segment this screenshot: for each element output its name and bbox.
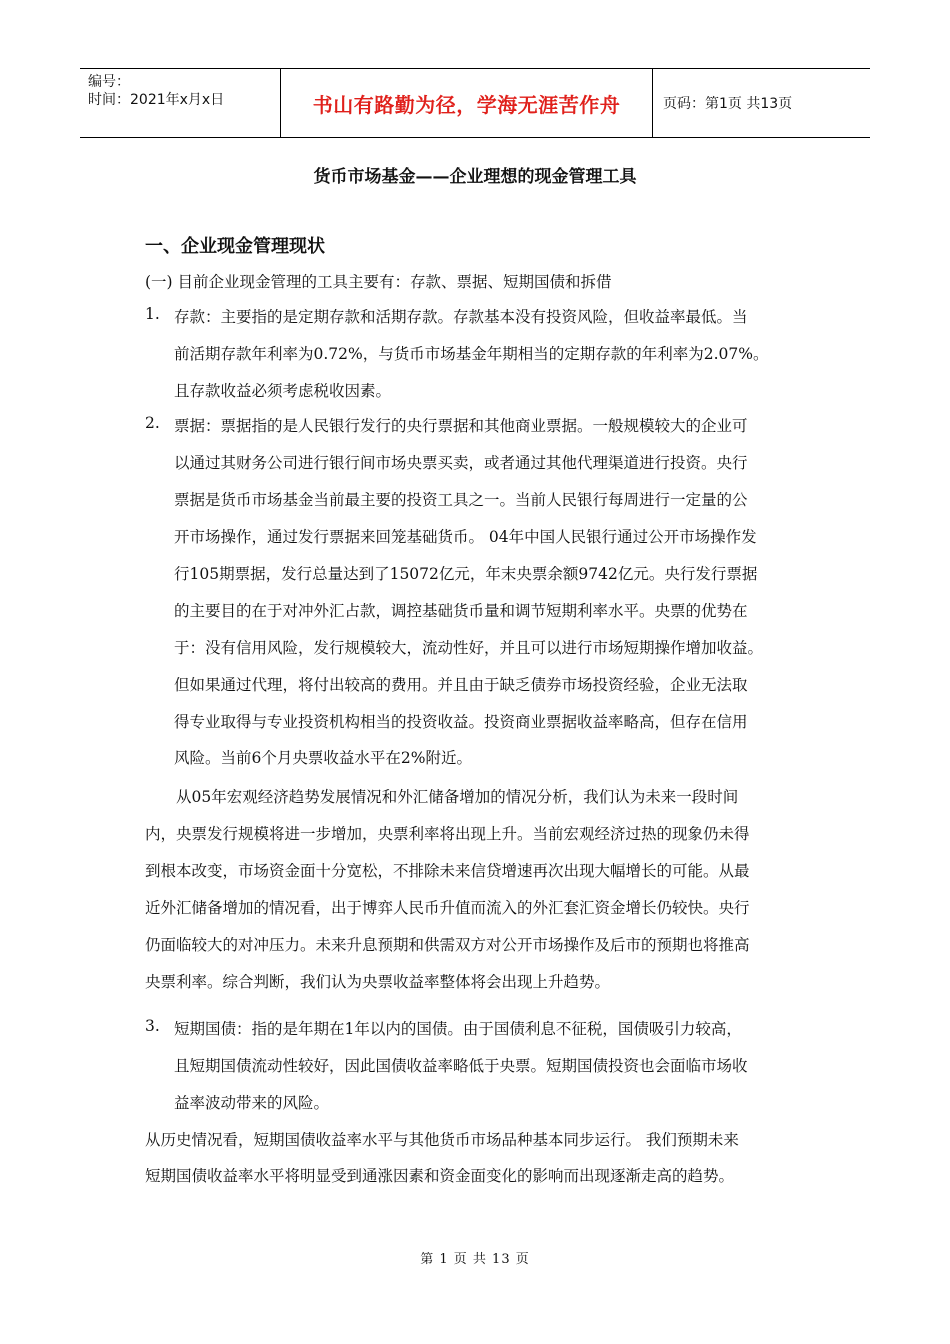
item-number: 2.	[145, 414, 160, 432]
history-paragraph-line: 短期国债收益率水平将明显受到通涨因素和资金面变化的影响而出现逐渐走高的趋势。	[145, 1167, 735, 1185]
item3-line: 益率波动带来的风险。	[174, 1094, 330, 1112]
item2-line: 的主要目的在于对冲外汇占款，调控基础货币量和调节短期利率水平。央票的优势在	[174, 602, 748, 620]
header-motto-cell	[280, 69, 653, 137]
item2-line: 于：没有信用风险，发行规模较大，流动性好，并且可以进行市场短期操作增加收益。	[174, 639, 764, 657]
page-info-text: 页码：第1页 共13页	[663, 96, 793, 112]
motto-text: 书山有路勤为径，学海无涯苦作舟	[312, 92, 621, 117]
item2-line: 但如果通过代理，将付出较高的费用。并且由于缺乏债券市场投资经验，企业无法取	[174, 676, 748, 694]
item2-line: 得专业取得与专业投资机构相当的投资收益。投资商业票据收益率略高，但存在信用	[174, 713, 748, 731]
page-footer: 第 1 页 共 13 页	[420, 1252, 530, 1267]
macro-paragraph-line: 到根本改变，市场资金面十分宽松，不排除未来信贷增速再次出现大幅增长的可能。从最	[145, 862, 750, 880]
macro-paragraph-line: 内，央票发行规模将进一步增加，央票利率将出现上升。当前宏观经济过热的现象仍未得	[145, 825, 750, 843]
item2-line: 行105期票据，发行总量达到了15072亿元，年末央票余额9742亿元。央行发行票据	[174, 565, 758, 583]
macro-paragraph-line: 仍面临较大的对冲压力。未来升息预期和供需双方对公开市场操作及后市的预期也将推高	[145, 936, 750, 954]
number-label: 编号：	[88, 74, 130, 90]
macro-paragraph-line: 近外汇储备增加的情况看，出于博弈人民币升值而流入的外汇套汇资金增长仍较快。央行	[145, 899, 750, 917]
item3-line: 短期国债：指的是年期在1年以内的国债。由于国债利息不征税，国债吸引力较高，	[174, 1020, 742, 1038]
item1-line: 存款：主要指的是定期存款和活期存款。存款基本没有投资风险，但收益率最低。当	[174, 308, 748, 326]
macro-paragraph-line: 从05年宏观经济趋势发展情况和外汇储备增加的情况分析，我们认为未来一段时间	[176, 788, 739, 806]
item1-line: 前活期存款年利率为0.72%，与货币市场基金年期相当的定期存款的年利率为2.07%。	[174, 345, 769, 363]
item2-line: 开市场操作，通过发行票据来回笼基础货币。 04年中国人民银行通过公开市场操作发	[174, 528, 757, 546]
header-meta	[80, 69, 280, 137]
item2-line: 以通过其财务公司进行银行间市场央票买卖，或者通过其他代理渠道进行投资。央行	[174, 454, 748, 472]
item2-line: 票据：票据指的是人民银行发行的央行票据和其他商业票据。一般规模较大的企业可	[174, 417, 748, 435]
header-table	[80, 68, 870, 138]
item2-line: 票据是货币市场基金当前最主要的投资工具之一。当前人民银行每周进行一定量的公	[174, 491, 748, 509]
section-heading: 一、企业现金管理现状	[145, 236, 325, 257]
history-paragraph-line: 从历史情况看，短期国债收益率水平与其他货币市场品种基本同步运行。 我们预期未来	[145, 1131, 739, 1149]
item-number: 3.	[145, 1017, 160, 1035]
macro-paragraph-line: 央票利率。综合判断，我们认为央票收益率整体将会出现上升趋势。	[145, 973, 611, 991]
time-label: 时间：2021年x月x日	[88, 92, 225, 108]
item-number: 1.	[145, 305, 160, 323]
item2-line: 风险。当前6个月央票收益水平在2%附近。	[174, 749, 472, 767]
item3-line: 且短期国债流动性较好，因此国债收益率略低于央票。短期国债投资也会面临市场收	[174, 1057, 748, 1075]
item1-line: 且存款收益必须考虑税收因素。	[174, 382, 392, 400]
section-intro: (一) 目前企业现金管理的工具主要有：存款、票据、短期国债和拆借	[145, 273, 612, 291]
document-title: 货币市场基金——企业理想的现金管理工具	[313, 167, 637, 187]
header-page-info	[653, 69, 870, 137]
